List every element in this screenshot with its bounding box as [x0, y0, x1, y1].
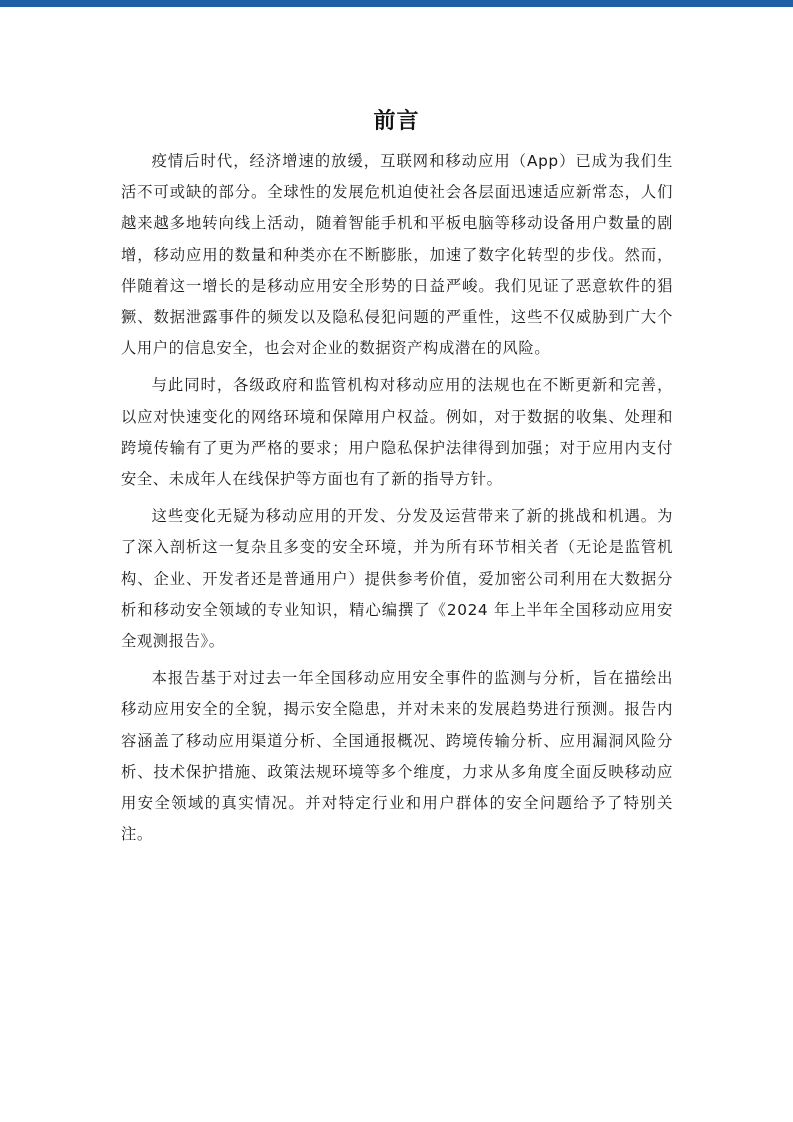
document-body: [121, 146, 673, 850]
paragraph-3: 这些变化无疑为移动应用的开发、分发及运营带来了新的挑战和机遇。为了深入剖析这一复杂且多变的安全环境，并为所有环节相关者（无论是监管机构、企业、开发者还是普通用户）提供参考价值，爱加密公司利用在大数据分析和移动安全领域的专业知识，精心编撰了《2024 年上半年全国移动应用安全观测报告》。: [121, 507, 673, 651]
paragraph-4: 本报告基于对过去一年全国移动应用安全事件的监测与分析，旨在描绘出移动应用安全的全貌，揭示安全隐患，并对未来的发展趋势进行预测。报告内容涵盖了移动应用渠道分析、全国通报概况、跨境传输分析、应用漏洞风险分析、技术保护措施、政策法规环境等多个维度，力求从多角度全面反映移动应用安全领域的真实情况。并对特定行业和用户群体的安全问题给予了特别关注。: [121, 669, 673, 844]
paragraph-1: 疫情后时代，经济增速的放缓，互联网和移动应用（App）已成为我们生活不可或缺的部分。全球性的发展危机迫使社会各层面迅速适应新常态，人们越来越多地转向线上活动，随着智能手机和平板电脑等移动设备用户数量的剧增，移动应用的数量和种类亦在不断膨胀，加速了数字化转型的步伐。然而，伴随着这一增长的是移动应用安全形势的日益严峻。我们见证了恶意软件的猖獗、数据泄露事件的频发以及隐私侵犯问题的严重性，这些不仅威胁到广大个人用户的信息安全，也会对企业的数据资产构成潜在的风险。: [121, 152, 673, 358]
page-title: 前言: [373, 109, 420, 134]
top-accent-bar: [0, 0, 793, 7]
paragraph-2: 与此同时，各级政府和监管机构对移动应用的法规也在不断更新和完善，以应对快速变化的网络环境和保障用户权益。例如，对于数据的收集、处理和跨境传输有了更为严格的要求；用户隐私保护法律得到加强；对于应用内支付安全、未成年人在线保护等方面也有了新的指导方针。: [121, 376, 673, 489]
